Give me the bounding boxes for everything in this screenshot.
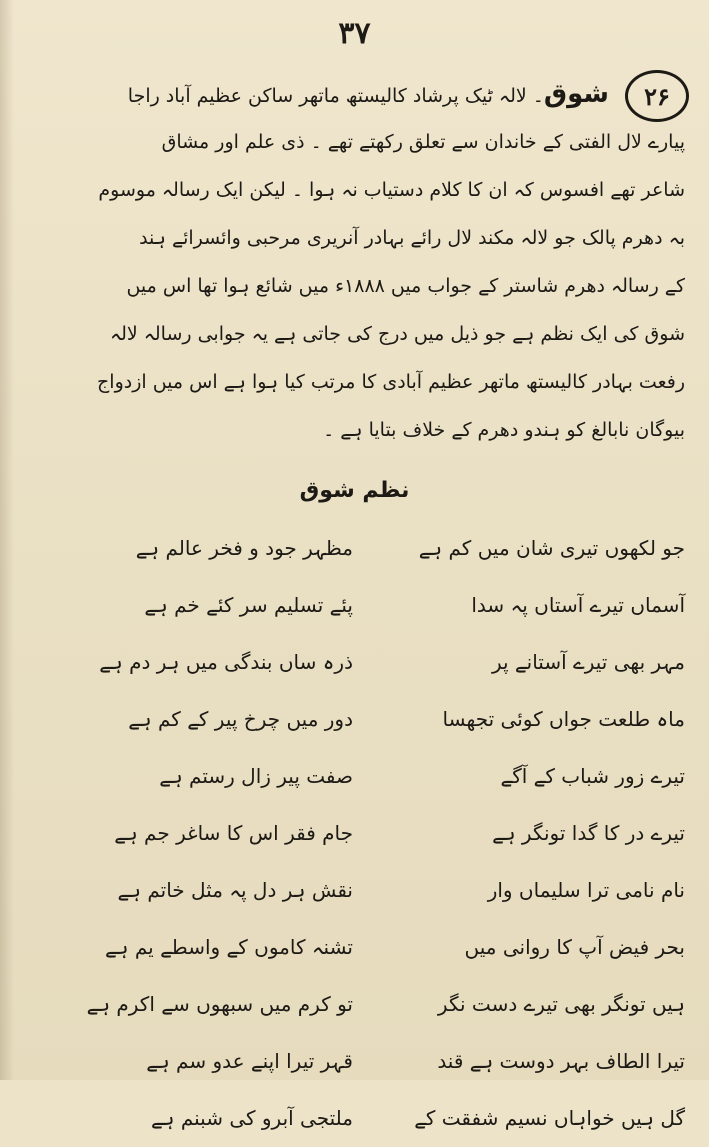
prose-line: شوق کی ایک نظم ہے جو ذیل میں درج کی جاتی ہے یہ جوابی رسالہ لالہ (109, 323, 685, 345)
entry-heading: شوق (543, 79, 609, 109)
verse-line: صفت پیر زال رستم ہے (159, 764, 353, 788)
verse-line: ملتجی آبرو کی شبنم ہے (151, 1106, 353, 1130)
verse-line: آسماں تیرے آستاں پہ سدا (471, 593, 685, 617)
prose-line: بہ دھرم پالک جو لالہ مکند لال رائے بہادر آنریری مرحبی وائسرائے ہند (139, 227, 685, 249)
prose-line: رفعت بہادر کالیستھ ماتھر عظیم آبادی کا مرتب کیا ہوا ہے اس میں ازدواج (97, 371, 685, 393)
page-number: ۳۷ (338, 16, 371, 51)
verse-line: تیرا الطاف بہر دوست ہے قند (437, 1049, 685, 1073)
poem-right-column (385, 520, 685, 1147)
verse-line: جام فقر اس کا ساغر جم ہے (114, 821, 353, 845)
prose-line: کے رسالہ دھرم شاستر کے جواب میں ۱۸۸۸ء میں شائع ہوا تھا اس میں (126, 275, 685, 297)
verse-line: مہر بھی تیرے آستانے پر (491, 650, 685, 674)
verse-line: ذرہ ساں بندگی میں ہر دم ہے (99, 650, 353, 674)
verse-line: مظہر جود و فخر عالم ہے (135, 536, 353, 560)
verse-line: گل ہیں خواہاں نسیم شفقت کے (414, 1106, 685, 1130)
prose-line: بیوگان نابالغ کو ہندو دھرم کے خلاف بتایا ہے ۔ (323, 419, 685, 441)
prose-line-text: ۔ لالہ ٹیک پرشاد کالیستھ ماتھر ساکن عظیم آباد راجا (127, 85, 544, 107)
verse-line: ہیں تونگر بھی تیرے دست نگر (437, 992, 685, 1016)
poem-title: نظم شوق (299, 478, 410, 503)
verse-line: قہر تیرا اپنے عدو سم ہے (146, 1049, 353, 1073)
verse-line: تو کرم میں سبھوں سے اکرم ہے (86, 992, 353, 1016)
verse-line: نقش ہر دل پہ مثل خاتم ہے (117, 878, 353, 902)
prose-line: شاعر تھے افسوس کہ ان کا کلام دستیاب نہ ہوا ۔ لیکن ایک رسالہ موسوم (98, 179, 685, 201)
prose-line (25, 70, 609, 118)
verse-line: تیرے در کا گدا تونگر ہے (492, 821, 685, 845)
verse-line: بحر فیض آپ کا روانی میں (464, 935, 685, 959)
prose-line: پیارے لال الفتی کے خاندان سے تعلق رکھتے تھے ۔ ذی علم اور مشاق (161, 131, 685, 153)
entry-prose (25, 70, 685, 454)
verse-line: جو لکھوں تیری شان میں کم ہے (418, 536, 685, 560)
verse-line: ماہ طلعت جواں کوئی تجھسا (442, 707, 685, 731)
verse-line: نام نامی ترا سلیماں وار (487, 878, 685, 902)
poem-left-column (53, 520, 353, 1147)
entry-number: ۲۶ (644, 81, 670, 111)
verse-line: تشنہ کاموں کے واسطے یم ہے (105, 935, 353, 959)
verse-line: پئے تسلیم سر کئے خم ہے (144, 593, 353, 617)
verse-line: تیرے زور شباب کے آگے (500, 764, 685, 788)
verse-line: دور میں چرخ پیر کے کم ہے (128, 707, 353, 731)
